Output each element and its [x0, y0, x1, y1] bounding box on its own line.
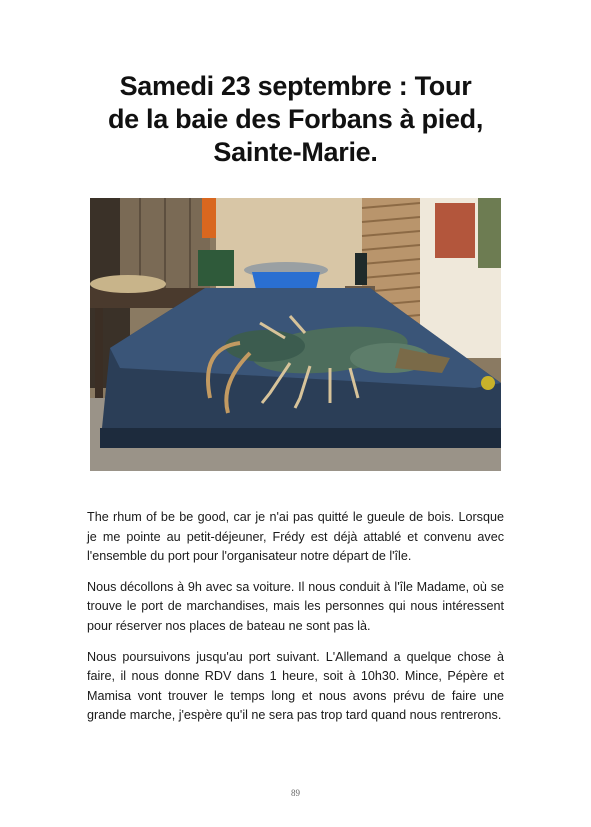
paragraph: Nous poursuivons jusqu'au port suivant. L'Allemand a quelque chose à faire, il nous donne RDV dans 1 heure, soit à 10h30. Mince, Pépère et Mamisa vont trouver le temps long et nous avons prévu de faire une grande marche, j'espère qu'il ne sera pas trop tard quand nous rentrerons. [87, 649, 504, 723]
lobster-photo [90, 198, 501, 471]
title-line-1: Samedi 23 septembre : Tour [119, 71, 472, 101]
paragraph: The rhum of be be good, car je n'ai pas quitté le gueule de bois. Lorsque je me pointe au petit-déjeuner, Frédy est déjà attablé et convenu avec l'ensemble du port pour l'organisateur notre départ de l'île. [87, 510, 504, 564]
title-line-3: Sainte-Marie. [213, 137, 378, 167]
body-text [87, 508, 504, 737]
paragraph: Nous décollons à 9h avec sa voiture. Il nous conduit à l'île Madame, où se trouve le port de marchandises, mais les personnes qui nous intéressent pour réserver nos places de bateau ne sont pas là. [87, 579, 504, 633]
page-title [60, 70, 531, 169]
page-number: 89 [291, 788, 300, 798]
title-line-2: de la baie des Forbans à pied, [107, 104, 484, 134]
